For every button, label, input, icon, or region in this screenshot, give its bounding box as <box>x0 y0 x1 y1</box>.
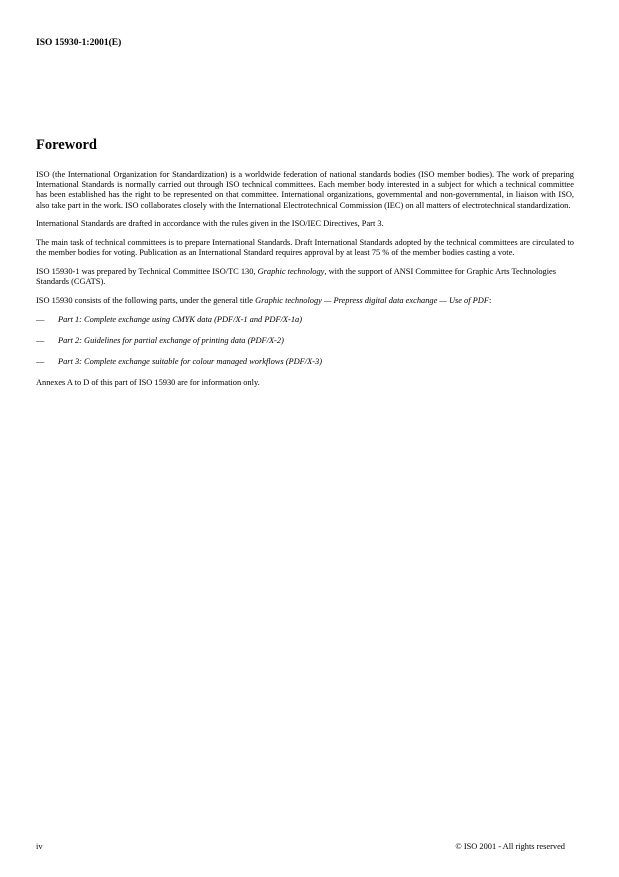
paragraph-technical-committees: The main task of technical committees is to prepare International Standards. Draft International Standards adopted by the technical committees are circulated to the member bodies for voting. Publication as an International Standard requires approval by at least 75 % of the member bodies casting a vote. <box>36 238 574 258</box>
document-id: ISO 15930-1:2001(E) <box>36 38 122 48</box>
list-item-text: Part 1: Complete exchange using CMYK data (PDF/X-1 and PDF/X-1a) <box>58 314 302 324</box>
paragraph-prepared-by <box>36 267 574 287</box>
page-number: iv <box>36 842 43 851</box>
paragraph-parts-intro <box>36 296 574 306</box>
copyright-notice: © ISO 2001 - All rights reserved <box>455 842 565 851</box>
paragraph-directives: International Standards are drafted in accordance with the rules given in the ISO/IEC Directives, Part 3. <box>36 219 384 229</box>
list-item <box>36 336 574 346</box>
dash-marker: — <box>36 335 45 345</box>
prepared-by-end: , with the support of ANSI Committee for Graphic Arts Technologies Standards (CGATS). <box>36 266 557 287</box>
foreword-body <box>36 170 574 397</box>
page-title: Foreword <box>36 137 97 153</box>
parts-intro-general-title: Graphic technology — Prepress digital data exchange — Use of PDF <box>255 295 489 305</box>
prepared-by-committee-name: Graphic technology <box>257 266 325 276</box>
prepared-by-start: ISO 15930-1 was prepared by Technical Committee ISO/TC 130, <box>36 266 258 276</box>
parts-intro-end: : <box>488 295 492 305</box>
dash-marker: — <box>36 314 45 324</box>
list-item <box>36 315 574 325</box>
parts-intro-start: ISO 15930 consists of the following parts, under the general title <box>36 295 256 305</box>
list-item-text: Part 3: Complete exchange suitable for colour managed workflows (PDF/X-3) <box>58 356 323 366</box>
dash-marker: — <box>36 356 45 366</box>
list-item <box>36 357 574 367</box>
list-item-text: Part 2: Guidelines for partial exchange of printing data (PDF/X-2) <box>58 335 284 345</box>
paragraph-annexes: Annexes A to D of this part of ISO 15930 are for information only. <box>36 378 260 388</box>
paragraph-iso-description: ISO (the International Organization for Standardization) is a worldwide federation of national standards bodies (ISO member bodies). The work of preparing International Standards is normally carried out through ISO technical committees. Each member body interested in a subject for which a technical committee has been established has the right to be represented on that committee. International organizations, governmental and non-governmental, in liaison with ISO, also take part in the work. ISO collaborates closely with the International Electrotechnical Commission (IEC) on all matters of electrotechnical standardization. <box>36 170 574 210</box>
